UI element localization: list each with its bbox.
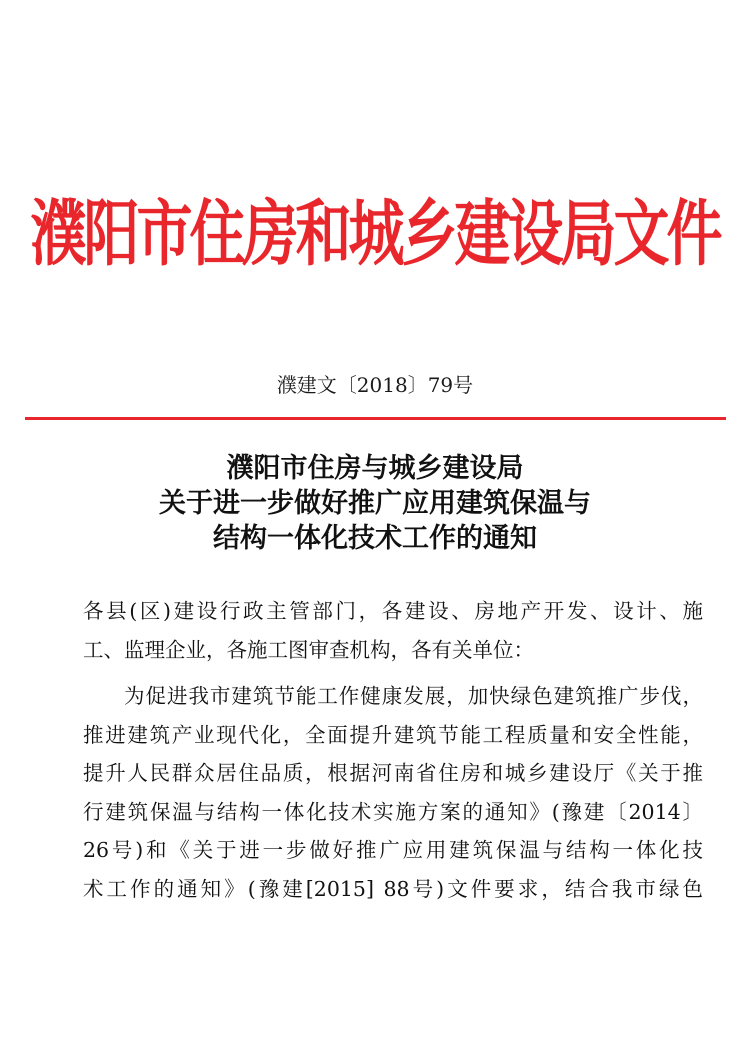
paragraph-line-6: 术工作的通知》(豫建[2015] 88号)文件要求，结合我市绿色	[83, 876, 703, 901]
notice-title	[0, 451, 750, 556]
paragraph-line-5: 26号)和《关于进一步做好推广应用建筑保温与结构一体化技	[83, 838, 703, 862]
addressee-line-1: 各县(区)建设行政主管部门，各建设、房地产开发、设计、施	[83, 599, 703, 623]
body-paragraph	[83, 677, 703, 908]
document-number: 濮建文〔2018〕79号	[276, 373, 474, 397]
addressee-line-2: 工、监理企业，各施工图审查机构，各有关单位：	[83, 637, 534, 662]
paragraph-line-4: 行建筑保温与结构一体化技术实施方案的通知》(豫建〔2014〕	[83, 799, 703, 824]
paragraph-line-2: 推进建筑产业现代化，全面提升建筑节能工程质量和安全性能，	[83, 722, 703, 747]
paragraph-line-3: 提升人民群众居住品质，根据河南省住房和城乡建设厅《关于推	[83, 761, 703, 785]
title-line-3: 结构一体化技术工作的通知	[213, 523, 537, 554]
title-line-2: 关于进一步做好推广应用建筑保温与	[159, 488, 591, 519]
paragraph-line-1: 为促进我市建筑节能工作健康发展，加快绿色建筑推广步伐，	[124, 684, 703, 708]
notice-body	[83, 592, 703, 908]
issuing-authority-masthead: 濮阳市住房和城乡建设局文件	[30, 193, 720, 277]
red-divider-line	[25, 417, 726, 420]
title-line-1: 濮阳市住房与城乡建设局	[226, 453, 524, 484]
addressee-paragraph	[83, 592, 703, 669]
